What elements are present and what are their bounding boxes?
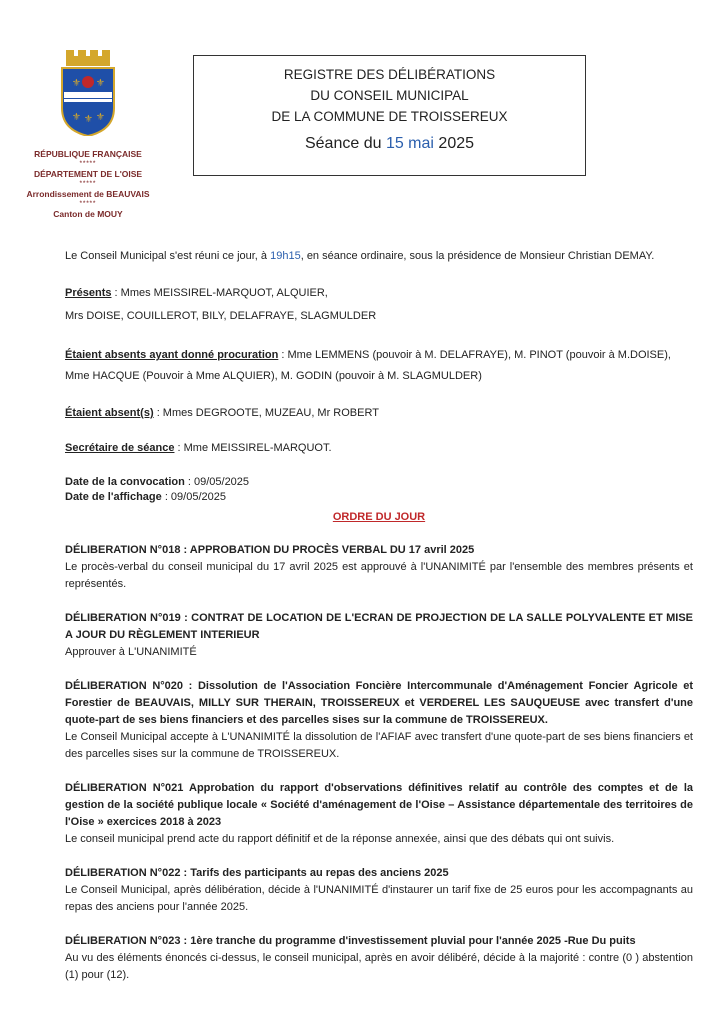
deliberation-title: DÉLIBERATION N°021 Approbation du rapport d'observations définitives relatif au contrôle des comptes et de la gestion de la société publique locale « Société d'aménagement de l'Oise – Assistance départementale des territoires de l'Oise » exercices 2018 à 2023 xyxy=(65,782,693,828)
secretaire-paragraph xyxy=(65,440,693,457)
procuration-text: : Mme LEMMENS (pouvoir à M. DELAFRAYE), M. PINOT (pouvoir à M.DOISE), Mme HACQUE (Pouvoir à Mme ALQUIER), M. GODIN (pouvoir à M. SLAGMULDER) xyxy=(65,349,671,382)
deliberation-019 xyxy=(65,610,693,661)
deliberation-text: Le Conseil Municipal accepte à L'UNANIMITÉ la dissolution de l'AFIAF avec transfert d'une quote-part de ses biens financiers et des parcelles sises sur la commune de TROISSEREUX. xyxy=(65,731,693,760)
svg-text:⚜: ⚜ xyxy=(72,112,81,123)
deliberation-title: DÉLIBERATION N°023 : 1ère tranche du programme d'investissement pluvial pour l'année 2025 -Rue Du puits xyxy=(65,935,636,947)
presents-line-2: Mrs DOISE, COUILLEROT, BILY, DELAFRAYE, SLAGMULDER xyxy=(65,310,377,322)
secretaire-label: Secrétaire de séance xyxy=(65,442,175,454)
procuration-paragraph xyxy=(65,345,693,387)
presents-line-1 xyxy=(65,285,693,302)
ordre-du-jour-heading: ORDRE DU JOUR xyxy=(332,511,426,523)
convocation-value: : 09/05/2025 xyxy=(184,476,250,488)
title-line-3: DE LA COMMUNE DE TROISSEREUX xyxy=(271,109,508,124)
deliberation-020 xyxy=(65,678,693,763)
intro-text-end: , en séance ordinaire, sous la présidence de Monsieur Christian DEMAY. xyxy=(300,250,655,262)
svg-text:⚜: ⚜ xyxy=(96,78,105,89)
admin-separator: ***** xyxy=(79,161,97,167)
absents-text: : Mmes DEGROOTE, MUZEAU, Mr ROBERT xyxy=(153,407,379,419)
convocation-line xyxy=(65,475,693,490)
seance-date: 15 mai xyxy=(385,135,434,152)
register-title-box xyxy=(193,55,586,176)
admin-separator: ***** xyxy=(79,181,97,187)
convocation-label: Date de la convocation xyxy=(65,476,185,488)
admin-line-departement: DÉPARTEMENT DE L'OISE xyxy=(33,169,143,179)
procuration-label: Étaient absents ayant donné procuration xyxy=(65,349,279,361)
deliberation-021 xyxy=(65,780,693,848)
deliberation-title: DÉLIBERATION N°018 : APPROBATION DU PROCÈS VERBAL DU 17 avril 2025 xyxy=(65,544,475,556)
deliberation-018 xyxy=(65,542,693,593)
deliberation-text: Le Conseil Municipal, après délibération, décide à l'UNANIMITÉ d'instaurer un tarif fixe de 25 euros pour les accompagnants au repas des anciens pour l'année 2025. xyxy=(65,884,693,913)
affichage-line xyxy=(65,490,693,505)
affichage-label: Date de l'affichage xyxy=(65,491,162,503)
deliberation-text: Le conseil municipal prend acte du rapport définitif et de la réponse annexée, ainsi que des débats qui ont suivis. xyxy=(65,833,615,845)
seance-year: 2025 xyxy=(433,135,475,152)
deliberation-text: Au vu des éléments énoncés ci-dessus, le conseil municipal, après en avoir délibéré, décide à la majorité : contre (0 ) abstention (1) pour (12). xyxy=(65,952,693,981)
deliberation-023 xyxy=(65,933,693,984)
absents-label: Étaient absent(s) xyxy=(65,407,154,419)
meeting-time: 19h15 xyxy=(270,250,301,262)
seance-date-line xyxy=(194,135,585,153)
svg-text:⚜: ⚜ xyxy=(84,114,93,125)
title-line-1: REGISTRE DES DÉLIBÉRATIONS xyxy=(283,67,496,82)
presents-label: Présents xyxy=(65,287,112,299)
commune-coat-of-arms-logo xyxy=(56,50,120,136)
deliberation-title: DÉLIBERATION N°022 : Tarifs des participants au repas des anciens 2025 xyxy=(65,867,449,879)
deliberation-title: DÉLIBERATION N°019 : CONTRAT DE LOCATION DE L'ECRAN DE PROJECTION DE LA SALLE POLYVALENTE ET MISE A JOUR DU RÈGLEMENT INTERIEUR xyxy=(65,612,693,641)
admin-line-arrondissement: Arrondissement de BEAUVAIS xyxy=(26,189,150,199)
admin-line-republique: RÉPUBLIQUE FRANÇAISE xyxy=(34,149,142,159)
administrative-header xyxy=(14,148,162,221)
svg-text:⚜: ⚜ xyxy=(96,112,105,123)
deliberation-title: DÉLIBERATION N°020 : Dissolution de l'Association Foncière Intercommunale d'Aménagement Foncier Agricole et Forestier de BEAUVAIS, MILLY SUR THERAIN, TROISSEREUX et VERDEREL LES SAUQUEUSE avec transfert d'une quote-part de ses biens financiers et des parcelles sises sur la commune de TROISSEREUX. xyxy=(65,680,693,726)
admin-line-canton: Canton de MOUY xyxy=(53,209,123,219)
absents-paragraph xyxy=(65,405,693,422)
presents-text: : Mmes MEISSIREL-MARQUOT, ALQUIER, xyxy=(111,287,328,299)
deliberation-text: Approuver à L'UNANIMITÉ xyxy=(65,646,197,658)
affichage-value: : 09/05/2025 xyxy=(161,491,226,503)
coat-of-arms-icon xyxy=(56,50,120,136)
intro-text: Le Conseil Municipal s'est réuni ce jour, à xyxy=(65,250,271,262)
admin-separator: ***** xyxy=(79,201,97,207)
deliberation-text: Le procès-verbal du conseil municipal du 17 avril 2025 est approuvé à l'UNANIMITÉ par l'ensemble des membres présents et représentés. xyxy=(65,561,693,590)
deliberation-022 xyxy=(65,865,693,916)
seance-prefix: Séance du xyxy=(304,135,386,152)
svg-text:⚜: ⚜ xyxy=(72,78,81,89)
intro-paragraph xyxy=(65,248,693,265)
title-line-2: DU CONSEIL MUNICIPAL xyxy=(310,88,469,103)
secretaire-text: : Mme MEISSIREL-MARQUOT. xyxy=(174,442,332,454)
minutes-body xyxy=(65,248,693,984)
